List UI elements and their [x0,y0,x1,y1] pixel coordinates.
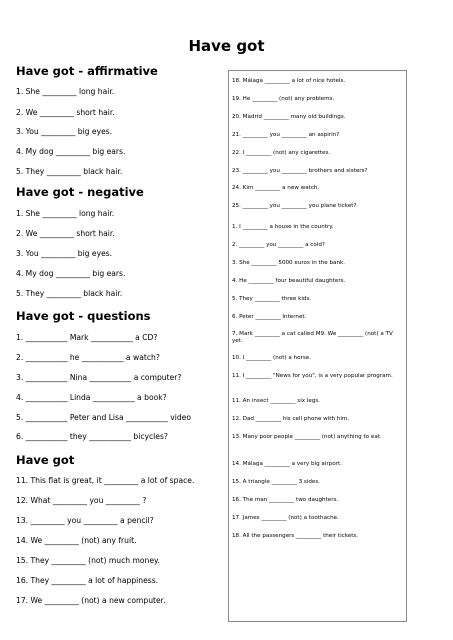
exercise-line: 7. Mark _________ a cat called M9. We _________ (not) a TV yet. [232,331,393,344]
section-heading: Have got - negative [16,185,144,199]
exercise-box [228,70,407,622]
exercise-line: 2. We _________ short hair. [16,229,115,238]
exercise-line: 5. They _________ three kids. [232,296,312,302]
exercise-line: 4. ___________ Linda ___________ a book? [16,393,167,402]
exercise-line: 15. They _________ (not) much money. [16,556,160,565]
exercise-line: 25. _________ you _________ you plane ticket? [232,203,357,209]
exercise-line: 5. ___________ Peter and Lisa ___________ video [16,413,191,422]
exercise-line: 17. James _________ (not) a toothache. [232,515,339,521]
exercise-line: 3. You _________ big eyes. [16,249,113,258]
exercise-line: 15. A triangle _________ 3 sides. [232,479,321,485]
exercise-line: 20. Madrid _________ many old buildings. [232,114,346,120]
exercise-line: 24. Kim _________ a new watch. [232,185,320,191]
exercise-line: 10. I _________ (not) a horse. [232,355,311,361]
exercise-line: 1. She _________ long hair. [16,209,115,218]
exercise-line: 2. We _________ short hair. [16,108,115,117]
exercise-line: 2. _________ you _________ a cold? [232,242,325,248]
exercise-line: 11. I _________ "News for you", is a very popular program. [232,373,393,379]
exercise-line: 6. Peter _________ Internet. [232,314,307,320]
exercise-line: 6. ___________ they ___________ bicycles? [16,432,168,441]
exercise-line: 11. An insect _________ six legs. [232,398,321,404]
exercise-line: 11. This flat is great, it _________ a lot of space. [16,476,195,485]
section-heading: Have got [16,453,75,467]
exercise-line: 4. My dog _________ big ears. [16,147,126,156]
exercise-line: 18. All the passengers _________ their tickets. [232,533,359,539]
section-heading: Have got - questions [16,309,151,323]
exercise-line: 16. The man _________ two daughters. [232,497,339,503]
exercise-line: 14. Málaga _________ a very big airport. [232,461,342,467]
exercise-line: 18. Málaga _________ a lot of nice hotels. [232,78,346,84]
exercise-line: 3. ___________ Nina ___________ a computer? [16,373,182,382]
exercise-line: 12. What _________ you _________ ? [16,496,147,505]
exercise-line: 13. Many poor people _________ (not) anything to eat. [232,434,382,440]
exercise-line: 1. ___________ Mark ___________ a CD? [16,333,158,342]
exercise-line: 1. She _________ long hair. [16,87,115,96]
exercise-line: 22. I _________ (not) any cigarettes. [232,150,331,156]
exercise-line: 12. Dad _________ his cell phone with him. [232,416,350,422]
exercise-line: 4. My dog _________ big ears. [16,269,126,278]
exercise-line: 5. They _________ black hair. [16,289,123,298]
exercise-line: 14. We _________ (not) any fruit. [16,536,137,545]
exercise-line: 13. _________ you _________ a pencil? [16,516,154,525]
exercise-line: 2. ___________ he ___________ a watch? [16,353,160,362]
exercise-line: 3. You _________ big eyes. [16,127,113,136]
exercise-line: 17. We _________ (not) a new computer. [16,596,166,605]
exercise-line: 1. I _________ a house in the country. [232,224,334,230]
exercise-line: 19. He _________ (not) any problems. [232,96,335,102]
exercise-line: 5. They _________ black hair. [16,167,123,176]
exercise-line: 3. She _________ 5000 euros in the bank. [232,260,346,266]
exercise-line: 23. _________ you _________ brothers and sisters? [232,168,368,174]
section-heading: Have got - affirmative [16,64,158,78]
page-title: Have got [188,37,265,55]
exercise-line: 4. He _________ four beautiful daughters. [232,278,346,284]
exercise-line: 16. They _________ a lot of happiness. [16,576,159,585]
exercise-line: 21. _________ you _________ an aspirin? [232,132,340,138]
